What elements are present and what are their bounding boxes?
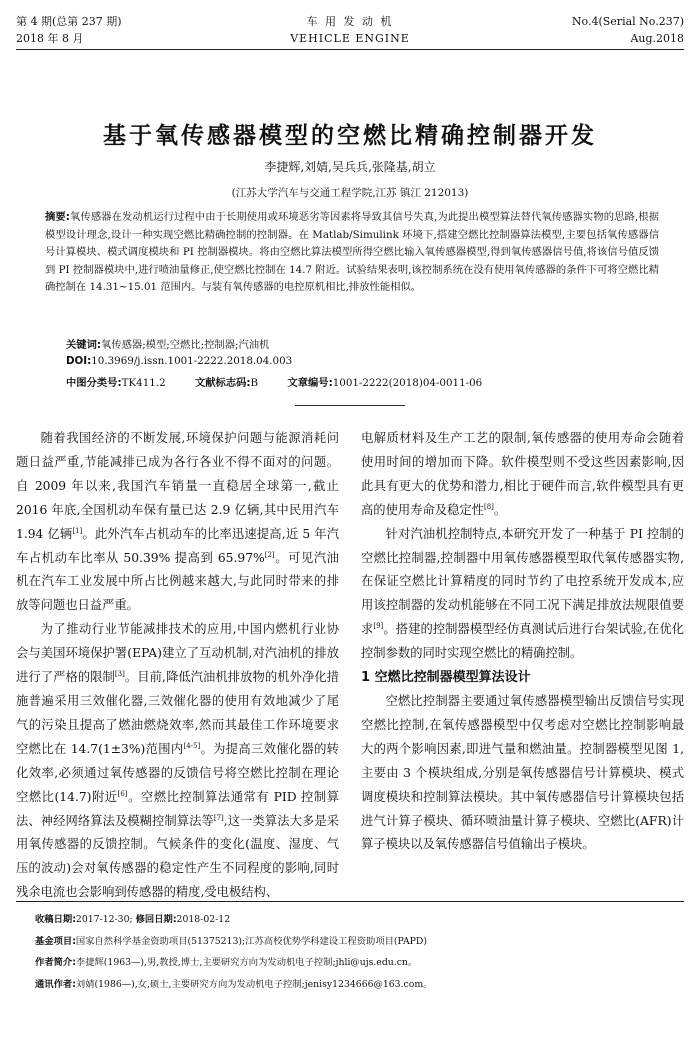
abstract-text: 氧传感器在发动机运行过程中由于长期使用或环境恶劣等因素将导致其信号失真,为此提出模型算法替代氧传感器实物的思路,根据模型设计理念,设计一种实现空燃比精确控制的控制器。在 Matlab/Simulink 环境下,搭建空燃比控制器算法模型,主要包括氧传感器信号计算模块、模式调度模块和 PI 控制器模块。将由空燃比算法模型所得空燃比输入氧传感器模型,得到氧传感器信号值,将该信号值反馈到 PI 控制器模块中,进行喷油量修正,使空燃比控制在 14.7 附近。试验结果表明,该控制系统在没有使用氧传感器的条件下可将空燃比精确控制在 14.31~15.01 范围内。与装有氧传感器的电控原机相比,排放性能相似。 — [45, 211, 659, 294]
citation: [1] — [72, 526, 83, 535]
header-journal-en: VEHICLE ENGINE — [290, 32, 410, 45]
citation: [2] — [264, 550, 275, 559]
text-run: 电解质材料及生产工艺的限制,氧传感器的使用寿命会随着使用时间的增加而下降。软件模型则不受这些因素影响,因此具有更大的优势和潜力,相比于硬件而言,软件模型具有更高的使用寿命及稳定性 — [361, 431, 684, 517]
text-run: 。搭建的控制器模型经仿真测试后进行台架试验,在优化控制参数的同时实现空燃比的精确控制。 — [361, 622, 684, 661]
keywords-text: 氧传感器;模型;空燃比;控制器;汽油机 — [101, 339, 270, 351]
paper-title: 基于氧传感器模型的空燃比精确控制器开发 — [103, 123, 597, 149]
footnote-fund — [35, 931, 675, 953]
header-issue: 第 4 期(总第 237 期) — [16, 15, 122, 28]
paragraph: 空燃比控制器主要通过氧传感器模型输出反馈信号实现空燃比控制,在氧传感器模型中仅考虑对空燃比控制影响最大的两个影响因素,即进气量和燃油量。控制器模型见图 1,主要由 3 个模块组成,分别是氧传感器信号计算模块、模式调度模块和控制算法模块。其中氧传感器信号计算模块包括进气计算子模块、循环喷油量计算子模块、空燃比(AFR)计算子模块以及氧传感器信号值输出子模块。 — [361, 693, 684, 852]
header-journal-cn: 车 用 发 动 机 — [306, 15, 394, 28]
doi — [66, 355, 292, 367]
footnote-text: 刘婧(1986—),女,硕士,主要研究方向为发动机电子控制;jenisy1234666@163.com。 — [75, 978, 433, 990]
footnote-text: 国家自然科学基金资助项目(51375213);江苏高校优势学科建设工程资助项目(PAPD) — [75, 935, 428, 947]
paragraph — [16, 427, 339, 618]
keywords — [66, 336, 269, 351]
abstract — [45, 209, 659, 297]
doi-text: 10.3969/j.issn.1001-2222.2018.04.003 — [91, 355, 293, 367]
clc-value: TK411.2 — [121, 377, 166, 389]
keywords-label: 关键词: — [66, 339, 102, 351]
body-left-column — [16, 427, 339, 905]
header-date-en: Aug.2018 — [630, 32, 684, 45]
abstract-label: 摘要: — [45, 211, 70, 223]
footnote-text: 2017-12-30; — [75, 914, 133, 925]
footnote-text: 2018-02-12 — [176, 914, 231, 925]
citation: [6] — [117, 789, 128, 798]
text-run: 。目前,降低汽油机排放物的机外净化措施普遍采用三效催化器,三效催化器的使用有效地减少了尾气的污染且提高了燃油燃烧效率,然而其最佳工作环境要求空燃比在 14.7(1±3%)范围内 — [16, 670, 339, 756]
authors: 李捷辉,刘婧,吴兵兵,张隆基,胡立 — [264, 160, 436, 174]
doi-label: DOI: — [66, 355, 92, 367]
footnote-label: 作者简介: — [35, 957, 76, 968]
citation: [7] — [213, 813, 224, 822]
paragraph — [361, 523, 684, 666]
footnotes — [35, 909, 675, 995]
footnote-label: 修回日期: — [135, 914, 177, 925]
header-issue-en: No.4(Serial No.237) — [571, 15, 684, 28]
paragraph — [361, 427, 684, 523]
footnote-text: 李捷辉(1963—),男,教授,博士,主要研究方向为发动机电子控制;jhli@ujs.edu.cn。 — [75, 957, 418, 968]
text-run: 。为提高三效催化器的转化效率,必须通过氧传感器的反馈信号将空燃比控制在理论空燃比(14.7)附近 — [16, 741, 339, 804]
section-heading: 1 空燃比控制器模型算法设计 — [361, 670, 531, 686]
footnote-corresponding — [35, 974, 675, 996]
text-run: 。此外汽车占机动车的比率迅速提高,近 5 年汽车占机动车比率从 50.39% 提高到 65.97% — [16, 526, 339, 565]
text-run: 为了推动行业节能减排技术的应用,中国内燃机行业协会与美国环境保护署(EPA)建立了互动机制,对汽油机的排放进行了严格的限制 — [16, 622, 339, 685]
paragraph — [16, 618, 339, 905]
footnote-author — [35, 952, 675, 974]
footnote-label: 通讯作者: — [35, 978, 76, 990]
text-run: 。可见汽油机在汽车工业发展中所占比例越来越大,与此同时带来的排放等问题也日益严重。 — [16, 550, 339, 613]
footnote-rule — [16, 901, 684, 902]
doc-code-label: 文献标志码: — [194, 377, 251, 389]
citation: [9] — [373, 622, 384, 631]
citation: [4-5] — [183, 741, 201, 750]
citation: [3] — [114, 669, 125, 678]
header-date: 2018 年 8 月 — [16, 32, 84, 45]
header-rule — [16, 49, 684, 50]
text-run: 针对汽油机控制特点,本研究开发了一种基于 PI 控制的空燃比控制器,控制器中用氧传感器模型取代氧传感器实物,在保证空燃比计算精度的同时节约了电控系统开发成本,应用该控制器的发动机能够在不同工况下满足排放法规限值要求 — [361, 526, 684, 637]
article-id-value: 1001-2222(2018)04-0011-06 — [332, 377, 483, 389]
citation: [8] — [483, 502, 494, 511]
footnote-dates — [35, 909, 675, 931]
text-run: ,这一类算法大多是采用氧传感器的反馈控制。气候条件的变化(温度、湿度、气压的波动)会对氧传感器的稳定性产生不同程度的影响,同时残余电流也会影响到传感器的精度,受电极结构、 — [16, 813, 339, 900]
footnote-label: 收稿日期: — [35, 914, 76, 925]
abstract-separator — [295, 405, 405, 406]
classification — [66, 374, 482, 389]
text-run: 。 — [493, 502, 507, 517]
body-right-column — [361, 427, 684, 857]
doc-code-value: B — [250, 377, 259, 389]
affiliation: (江苏大学汽车与交通工程学院,江苏 镇江 212013) — [231, 187, 469, 199]
footnote-label: 基金项目: — [35, 935, 76, 947]
clc-label: 中图分类号: — [66, 377, 122, 389]
article-id-label: 文章编号: — [287, 377, 333, 389]
text-run: 随着我国经济的不断发展,环境保护问题与能源消耗问题日益严重,节能减排已成为各行各业不得不面对的问题。自 2009 年以来,我国汽车销量一直稳居全球第一,截止 2016 年底,全国机动车保有量已达 2.9 亿辆,其中民用汽车 1.94 亿辆 — [16, 431, 339, 541]
text-run: 。空燃比控制算法通常有 PID 控制算法、神经网络算法及模糊控制算法等 — [16, 789, 339, 828]
